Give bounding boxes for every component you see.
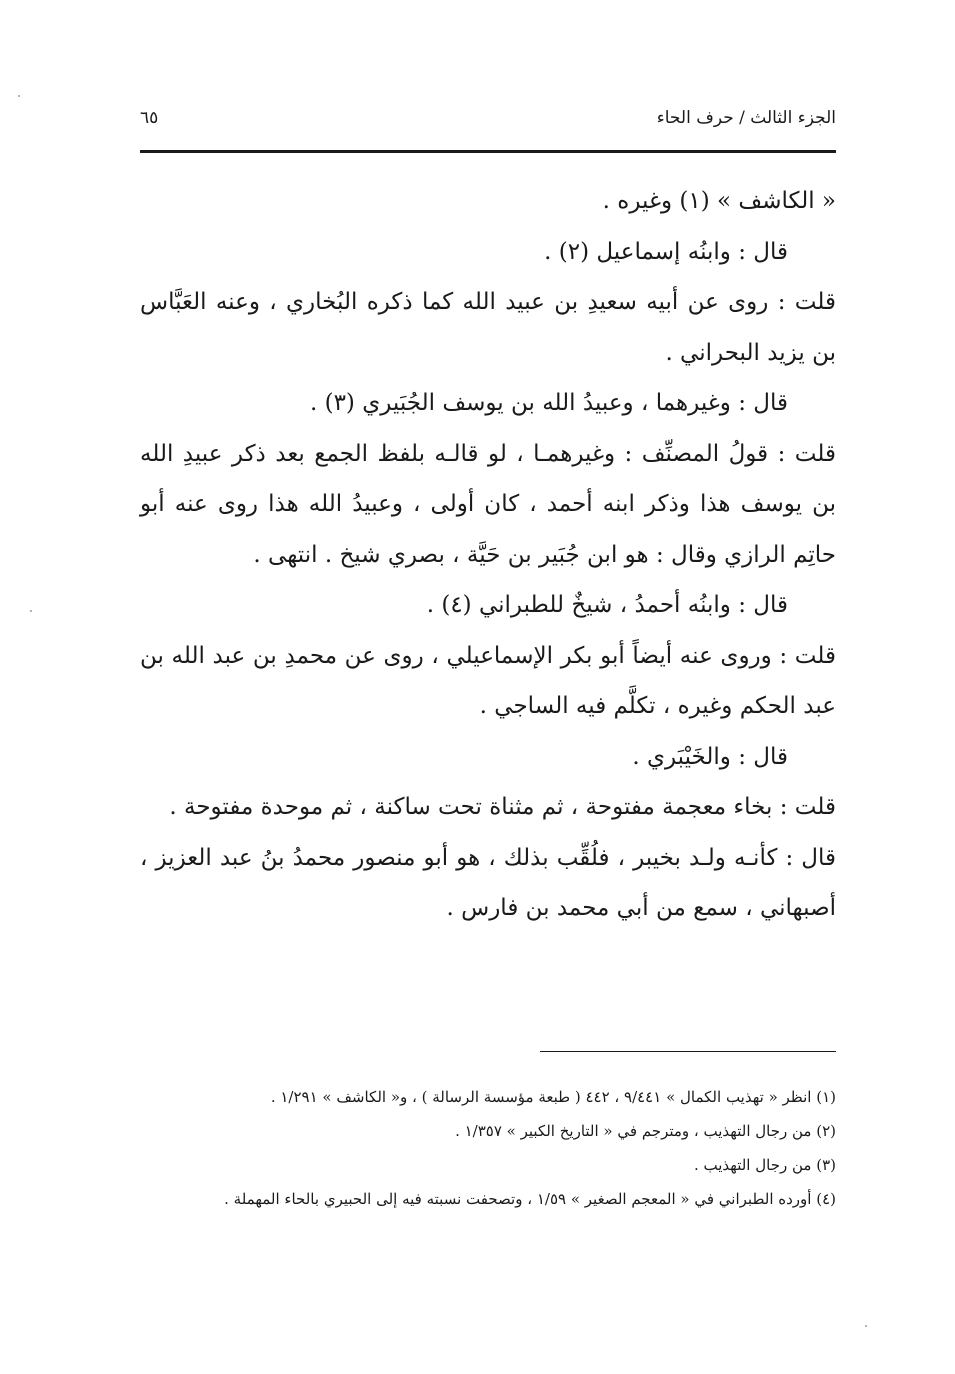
main-text [140, 176, 836, 934]
page-header [140, 100, 836, 136]
scan-speck [30, 610, 32, 612]
footnote: (٤) أورده الطبراني في « المعجم الصغير » ١/٥٩ ، وتصحفت نسبته فيه إلى الحبيري بالحاء المهملة . [224, 1190, 836, 1208]
running-head: الجزء الثالث / حرف الحاء [656, 108, 836, 128]
footnote: (١) انظر « تهذيب الكمال » ٩/٤٤١ ، ٤٤٢ ( طبعة مؤسسة الرسالة ) ، و« الكاشف » ١/٢٩١ . [270, 1088, 836, 1106]
paragraph: قلت : وروى عنه أيضاً أبو بكر الإسماعيلي ، روى عن محمدِ بن عبد الله بن عبد الحكم وغيره ، تكلَّم فيه الساجي . [140, 642, 836, 719]
paragraph: « الكاشف » (١) وغيره . [602, 188, 836, 214]
footnote: (٣) من رجال التهذيب . [693, 1156, 836, 1174]
paragraph: قال : وغيرهما ، وعبيدُ الله بن يوسف الجُبَيري (٣) . [309, 390, 788, 416]
paragraph: قلت : روى عن أبيه سعيدِ بن عبيد الله كما ذكره البُخاري ، وعنه العَبَّاس بن يزيد البحراني . [140, 289, 836, 366]
paragraph: قال : وابنُه أحمدُ ، شيخٌ للطبراني (٤) . [426, 592, 788, 618]
footnote: (٢) من رجال التهذيب ، ومترجم في « التاريخ الكبير » ١/٣٥٧ . [455, 1122, 836, 1140]
paragraph: قال : وابنُه إسماعيل (٢) . [544, 238, 788, 265]
paragraph: قال : والخَيْبَري . [632, 743, 788, 770]
paragraph: قال : كأنـه ولـد بخيبر ، فلُقِّب بذلك ، هو أبو منصور محمدُ بنُ عبد العزيز ، أصبهاني ، سمع من أبي محمد بن فارس . [140, 844, 836, 921]
paragraph: قلت : بخاء معجمة مفتوحة ، ثم مثناة تحت ساكنة ، ثم موحدة مفتوحة . [169, 794, 836, 820]
footnotes [140, 1080, 836, 1216]
footnote-separator [540, 1051, 836, 1052]
scan-speck [865, 1325, 867, 1327]
header-rule [140, 150, 836, 153]
paragraph: قلت : قولُ المصنِّف : وغيرهمـا ، لو قالـه بلفظ الجمع بعد ذكر عبيدِ الله بن يوسف هذا وذكر ابنه أحمد ، كان أولى ، وعبيدُ الله هذا روى عنه أبو حاتِم الرازي وقال : هو ابن جُبَير بن حَيَّة ، بصري شيخ . انتهى . [140, 440, 836, 568]
scan-speck [18, 95, 20, 97]
page-number: ٦٥ [140, 108, 159, 128]
